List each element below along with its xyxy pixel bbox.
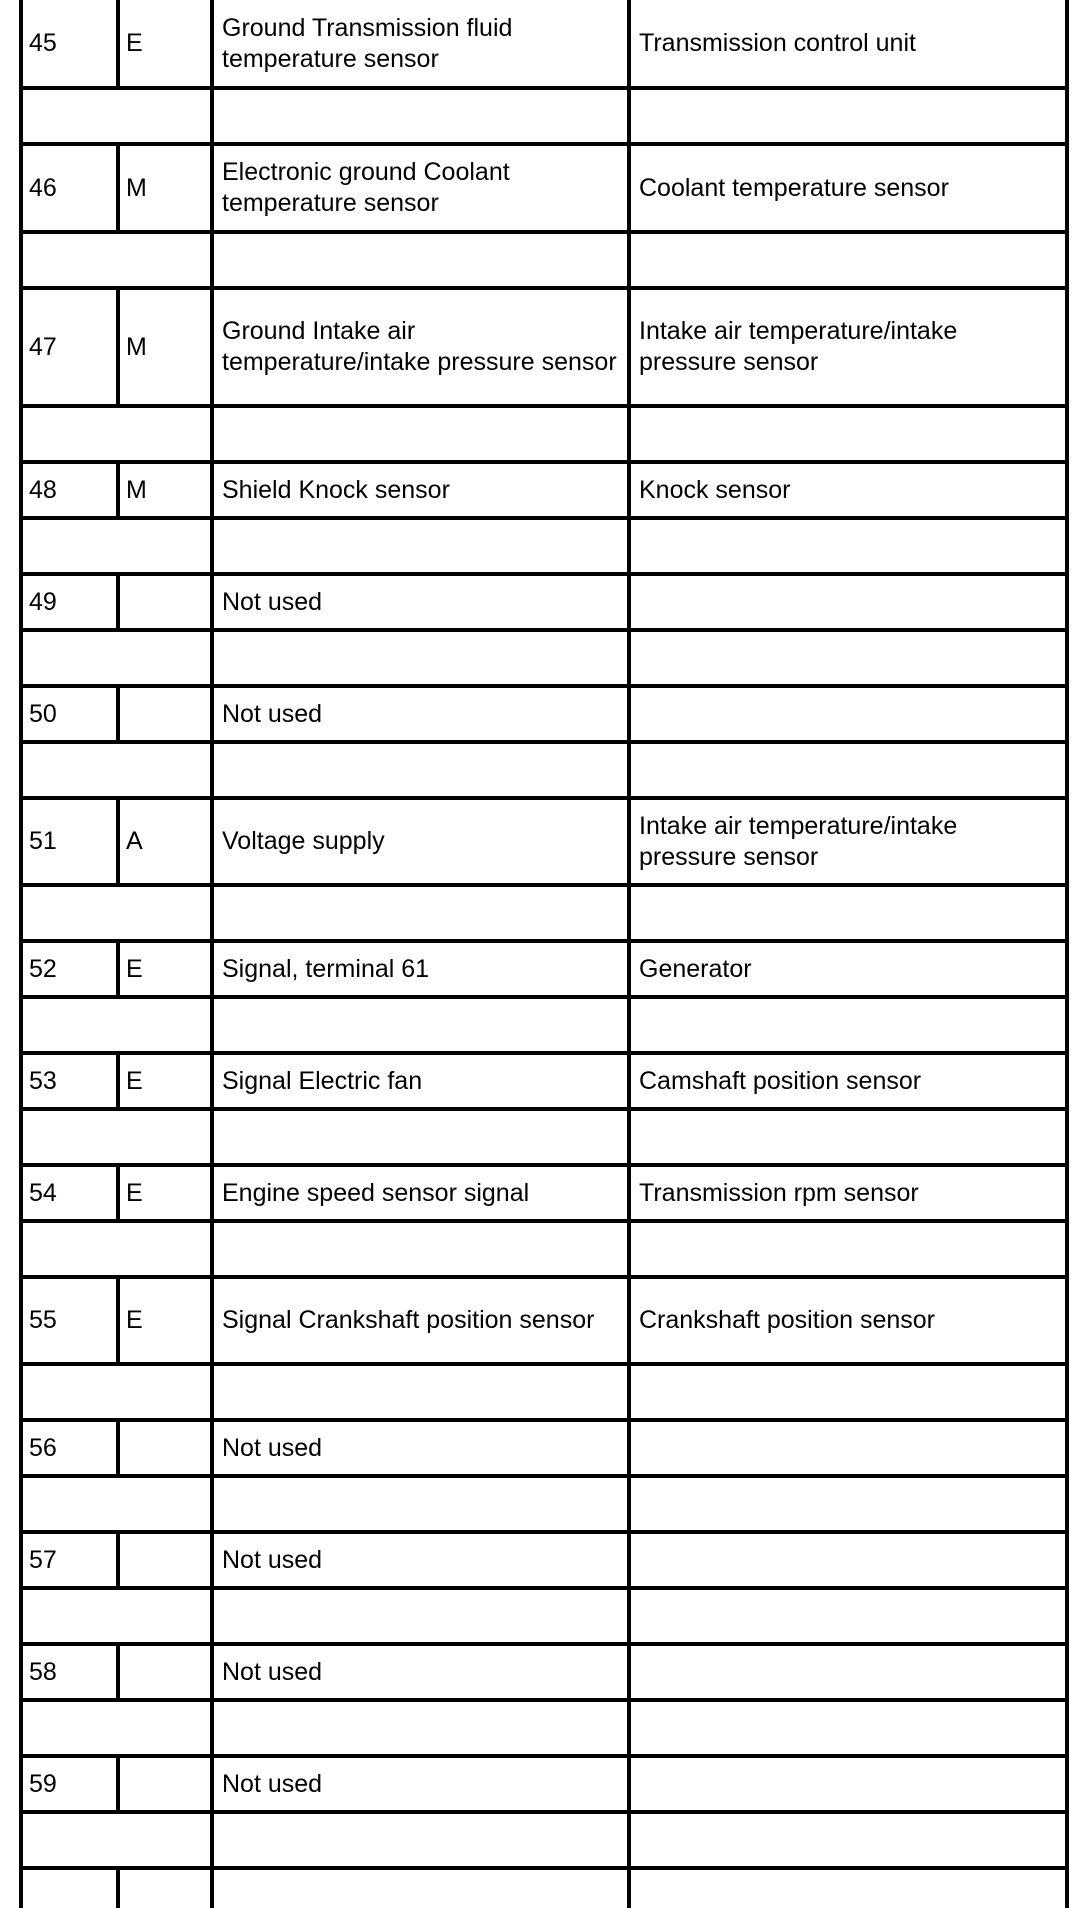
pin-number-cell-text: 58 (29, 1657, 57, 1686)
signal-type-cell-text: A (126, 827, 143, 855)
description-cell-text: Not used (222, 1433, 323, 1462)
pin-number-cell-text: 48 (29, 475, 57, 504)
table-rule-vertical-segment (116, 684, 120, 744)
description-cell (222, 1422, 627, 1474)
table-rule-horizontal (19, 628, 1069, 632)
pin-number-cell (29, 1646, 116, 1698)
pin-number-cell (29, 1167, 116, 1219)
table-rule-horizontal (19, 1362, 1069, 1366)
description-cell (222, 146, 627, 230)
table-rule-vertical-segment (116, 939, 120, 999)
signal-type-cell-text: E (126, 1178, 143, 1207)
table-rule-horizontal (19, 1810, 1069, 1814)
component-cell (639, 688, 1065, 740)
table-rule-vertical (210, 0, 214, 1908)
signal-type-cell-text: M (126, 332, 147, 361)
pin-number-cell (29, 1534, 116, 1586)
component-cell (639, 800, 1065, 883)
description-cell (222, 1167, 627, 1219)
component-cell-text: Crankshaft position sensor (639, 1306, 935, 1334)
description-cell (222, 800, 627, 883)
pin-number-cell-text: 57 (29, 1545, 57, 1574)
pin-number-cell (29, 464, 116, 516)
description-cell (222, 1055, 627, 1107)
description-cell-text: Not used (222, 1769, 323, 1798)
description-cell-text: Engine speed sensor signal (222, 1178, 530, 1207)
pin-number-cell (29, 943, 116, 995)
table-rule-horizontal (19, 230, 1069, 234)
pin-number-cell-text: 55 (29, 1306, 57, 1334)
description-cell (222, 1, 627, 86)
description-cell-text: Not used (222, 587, 323, 616)
component-cell-text: Coolant temperature sensor (639, 173, 949, 202)
component-cell (639, 464, 1065, 516)
component-cell (639, 1279, 1065, 1362)
description-cell-text: Shield Knock sensor (222, 475, 450, 504)
signal-type-cell-text: E (126, 1306, 143, 1334)
signal-type-cell (126, 1422, 210, 1474)
table-rule-horizontal (19, 1474, 1069, 1478)
table-rule-vertical-segment (116, 1642, 120, 1702)
component-cell-text: Transmission rpm sensor (639, 1178, 919, 1207)
pin-number-cell (29, 1279, 116, 1362)
signal-type-cell (126, 688, 210, 740)
signal-type-cell (126, 800, 210, 883)
table-rule-horizontal (19, 1866, 1069, 1870)
signal-type-cell (126, 1279, 210, 1362)
table-rule-vertical-segment (116, 0, 120, 90)
signal-type-cell (126, 1167, 210, 1219)
table-rule-vertical-segment (116, 1866, 120, 1908)
description-cell-text: Signal, terminal 61 (222, 954, 430, 983)
signal-type-cell-text: E (126, 29, 143, 57)
table-rule-vertical-segment (116, 1163, 120, 1223)
description-cell-text: Not used (222, 1545, 323, 1574)
description-cell (222, 290, 627, 404)
pin-number-cell (29, 146, 116, 230)
component-cell-text: Intake air temperature/intake pressure sensor (639, 811, 958, 871)
table-rule-vertical (627, 0, 631, 1908)
table-rule-horizontal (19, 883, 1069, 887)
component-cell (639, 146, 1065, 230)
component-cell (639, 1422, 1065, 1474)
component-cell-text: Intake air temperature/intake pressure sensor (639, 317, 958, 376)
signal-type-cell (126, 943, 210, 995)
table-rule-vertical-segment (116, 286, 120, 408)
description-cell-text: Signal Crankshaft position sensor (222, 1306, 595, 1334)
table-rule-horizontal (19, 1586, 1069, 1590)
component-cell (639, 1758, 1065, 1810)
table-rule-vertical (1065, 0, 1069, 1908)
description-cell (222, 943, 627, 995)
pin-number-cell (29, 1055, 116, 1107)
signal-type-cell-text: M (126, 173, 147, 202)
table-rule-vertical-segment (116, 572, 120, 632)
description-cell-text: Ground Transmission fluid temperature sensor (222, 13, 513, 73)
table-rule-horizontal (19, 1698, 1069, 1702)
signal-type-cell-text: E (126, 1066, 143, 1095)
component-cell (639, 943, 1065, 995)
description-cell (222, 688, 627, 740)
pin-number-cell (29, 576, 116, 628)
component-cell (639, 1534, 1065, 1586)
table-rule-vertical-segment (116, 796, 120, 887)
table-rule-horizontal (19, 1107, 1069, 1111)
description-cell (222, 464, 627, 516)
signal-type-cell (126, 290, 210, 404)
table-rule-vertical-segment (116, 142, 120, 234)
description-cell (222, 1279, 627, 1362)
pin-number-cell-text: 59 (29, 1769, 57, 1798)
description-cell (222, 1534, 627, 1586)
description-cell-text: Electronic ground Coolant temperature sensor (222, 158, 510, 217)
signal-type-cell (126, 1534, 210, 1586)
pin-number-cell-text: 46 (29, 173, 57, 202)
table-rule-vertical-segment (116, 460, 120, 520)
pin-number-cell-text: 47 (29, 332, 57, 361)
description-cell (222, 576, 627, 628)
description-cell (222, 1646, 627, 1698)
description-cell (222, 1758, 627, 1810)
pin-number-cell (29, 1758, 116, 1810)
table-rule-vertical (19, 0, 23, 1908)
component-cell (639, 1, 1065, 86)
table-rule-horizontal (19, 516, 1069, 520)
pin-number-cell-text: 51 (29, 827, 57, 855)
signal-type-cell (126, 464, 210, 516)
component-cell (639, 290, 1065, 404)
table-rule-horizontal (19, 1219, 1069, 1223)
table-rule-vertical-segment (116, 1275, 120, 1366)
component-cell-text: Knock sensor (639, 475, 791, 504)
component-cell-text: Generator (639, 954, 752, 983)
signal-type-cell (126, 1055, 210, 1107)
table-rule-horizontal (19, 86, 1069, 90)
signal-type-cell-text: M (126, 475, 147, 504)
signal-type-cell (126, 1646, 210, 1698)
table-rule-vertical-segment (116, 1051, 120, 1111)
description-cell-text: Signal Electric fan (222, 1066, 423, 1095)
component-cell (639, 1055, 1065, 1107)
pin-number-cell (29, 290, 116, 404)
table-rule-vertical-segment (116, 1754, 120, 1814)
pin-number-cell (29, 800, 116, 883)
component-cell-text: Transmission control unit (639, 29, 916, 57)
component-cell (639, 1167, 1065, 1219)
signal-type-cell (126, 146, 210, 230)
description-cell-text: Voltage supply (222, 827, 385, 855)
table-rule-horizontal (19, 404, 1069, 408)
component-cell (639, 576, 1065, 628)
pin-number-cell-text: 50 (29, 699, 57, 728)
component-cell (639, 1646, 1065, 1698)
table-rule-horizontal (19, 740, 1069, 744)
pin-number-cell (29, 688, 116, 740)
description-cell-text: Not used (222, 1657, 323, 1686)
table-rule-vertical-segment (116, 1530, 120, 1590)
table-rule-horizontal (19, 995, 1069, 999)
table-rule-vertical-segment (116, 1418, 120, 1478)
pin-number-cell-text: 49 (29, 587, 57, 616)
pin-number-cell-text: 56 (29, 1433, 57, 1462)
pin-number-cell (29, 1, 116, 86)
signal-type-cell (126, 576, 210, 628)
pin-number-cell-text: 53 (29, 1066, 57, 1095)
pin-number-cell-text: 52 (29, 954, 57, 983)
pin-number-cell-text: 54 (29, 1178, 57, 1207)
pin-number-cell-text: 45 (29, 29, 57, 57)
signal-type-cell (126, 1758, 210, 1810)
signal-type-cell (126, 1, 210, 86)
signal-type-cell-text: E (126, 954, 143, 983)
description-cell-text: Ground Intake air temperature/intake pressure sensor (222, 317, 617, 376)
component-cell-text: Camshaft position sensor (639, 1066, 922, 1095)
pin-number-cell (29, 1422, 116, 1474)
description-cell-text: Not used (222, 699, 323, 728)
